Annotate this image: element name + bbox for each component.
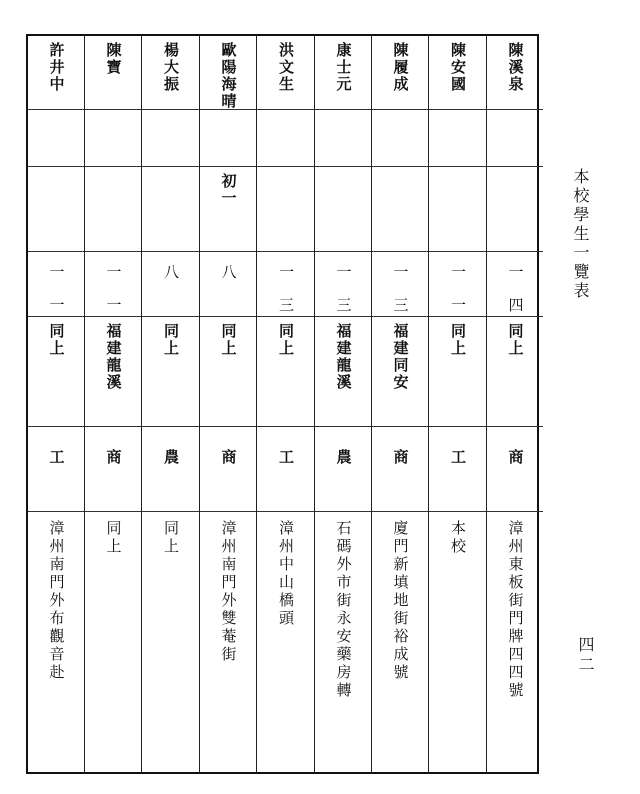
- table-cell-occupation: [257, 426, 314, 511]
- cell-text: 漳州東板街門牌四四號: [506, 520, 525, 700]
- cell-text: 漳州中山橋頭: [277, 520, 295, 628]
- student-column: [256, 36, 314, 772]
- table-cell-name: [85, 36, 141, 109]
- table-cell-col2: [85, 109, 141, 166]
- cell-text: 工: [47, 449, 66, 466]
- table-cell-occupation: [372, 426, 428, 511]
- table-cell-address: [85, 511, 141, 776]
- table-cell-address: [487, 511, 543, 776]
- table-cell-col2: [372, 109, 428, 166]
- table-cell-number: [85, 251, 141, 330]
- table-cell-name: [142, 36, 199, 109]
- cell-text: 工: [277, 449, 295, 466]
- cell-text: 歐陽海晴: [219, 42, 238, 110]
- table-cell-col2: [28, 109, 84, 166]
- table-cell-address: [429, 511, 486, 776]
- student-column: [314, 36, 371, 772]
- cell-text: 農: [334, 449, 353, 466]
- table-cell-name: [315, 36, 371, 109]
- cell-text: 初一: [219, 173, 238, 207]
- table-cell-number: [487, 251, 543, 330]
- table-cell-native-place: [372, 316, 428, 426]
- cell-text: 本校: [449, 520, 467, 556]
- cell-text: 一三: [334, 264, 353, 330]
- table-cell-col3: [257, 166, 314, 251]
- cell-text: 同上: [506, 323, 525, 357]
- table-cell-occupation: [85, 426, 141, 511]
- cell-text: 陳安國: [449, 42, 467, 93]
- table-cell-number: [257, 251, 314, 330]
- student-column: [428, 36, 486, 772]
- table-cell-name: [429, 36, 486, 109]
- table-cell-number: [28, 251, 84, 330]
- table-cell-col2: [315, 109, 371, 166]
- table-cell-number: [429, 251, 486, 330]
- cell-text: 漳州南門外雙菴街: [219, 520, 238, 664]
- table-cell-col3: [200, 166, 256, 251]
- cell-text: 石碼外市街永安藥房轉: [334, 520, 353, 700]
- table-cell-col2: [142, 109, 199, 166]
- table-cell-number: [142, 251, 199, 316]
- cell-text: 同上: [277, 323, 295, 357]
- cell-text: 商: [391, 449, 410, 466]
- table-cell-col3: [487, 166, 543, 251]
- cell-text: 同上: [449, 323, 467, 357]
- cell-text: 福建同安: [391, 323, 410, 391]
- table-cell-occupation: [200, 426, 256, 511]
- cell-text: 洪文生: [277, 42, 295, 93]
- table-cell-occupation: [429, 426, 486, 511]
- student-table: [26, 34, 539, 774]
- table-cell-native-place: [315, 316, 371, 426]
- cell-text: 一三: [391, 264, 410, 330]
- student-column: [199, 36, 256, 772]
- cell-text: 商: [506, 449, 525, 466]
- table-cell-occupation: [28, 426, 84, 511]
- cell-text: 同上: [219, 323, 238, 357]
- table-cell-native-place: [200, 316, 256, 426]
- table-cell-name: [28, 36, 84, 109]
- table-cell-col3: [85, 166, 141, 251]
- table-cell-address: [142, 511, 199, 776]
- cell-text: 商: [104, 449, 123, 466]
- cell-text: 八: [162, 264, 180, 297]
- table-cell-native-place: [142, 316, 199, 426]
- table-cell-col3: [142, 166, 199, 251]
- table-cell-native-place: [487, 316, 543, 426]
- cell-text: 陳溪泉: [506, 42, 525, 93]
- cell-text: 工: [449, 449, 467, 466]
- table-cell-occupation: [142, 426, 199, 511]
- cell-text: 八: [219, 264, 238, 297]
- cell-text: 廈門新填地街裕成號: [391, 520, 410, 682]
- table-cell-native-place: [28, 316, 84, 426]
- cell-text: 福建龍溪: [334, 323, 353, 391]
- table-cell-native-place: [429, 316, 486, 426]
- table-cell-occupation: [487, 426, 543, 511]
- cell-text: 商: [219, 449, 238, 466]
- table-cell-name: [257, 36, 314, 109]
- table-cell-number: [315, 251, 371, 330]
- table-cell-number: [200, 251, 256, 316]
- table-cell-col3: [372, 166, 428, 251]
- cell-text: 同上: [162, 520, 180, 556]
- table-cell-address: [28, 511, 84, 776]
- table-cell-address: [372, 511, 428, 776]
- table-cell-native-place: [257, 316, 314, 426]
- table-cell-native-place: [85, 316, 141, 426]
- cell-text: 許井中: [47, 42, 66, 93]
- cell-text: 福建龍溪: [104, 323, 123, 391]
- cell-text: 一一: [47, 264, 66, 330]
- student-column: [486, 36, 543, 772]
- table-cell-occupation: [315, 426, 371, 511]
- table-cell-col3: [429, 166, 486, 251]
- table-cell-col3: [315, 166, 371, 251]
- table-cell-address: [200, 511, 256, 776]
- page-number: 四二: [576, 636, 595, 676]
- table-cell-col2: [200, 109, 256, 166]
- cell-text: 同上: [104, 520, 123, 556]
- cell-text: 楊大振: [162, 42, 180, 93]
- table-cell-address: [315, 511, 371, 776]
- cell-text: 一四: [506, 264, 525, 330]
- side-title: 本校學生一覽表: [571, 168, 590, 301]
- table-cell-col2: [257, 109, 314, 166]
- table-cell-number: [372, 251, 428, 330]
- student-column: [84, 36, 141, 772]
- cell-text: 同上: [162, 323, 180, 357]
- table-cell-name: [200, 36, 256, 109]
- table-cell-name: [487, 36, 543, 109]
- cell-text: 一一: [449, 264, 467, 330]
- table-cell-col2: [487, 109, 543, 166]
- table-cell-col3: [28, 166, 84, 251]
- table-cell-address: [257, 511, 314, 776]
- cell-text: 陳履成: [391, 42, 410, 93]
- table-cell-name: [372, 36, 428, 109]
- cell-text: 陳寶: [104, 42, 123, 76]
- cell-text: 農: [162, 449, 180, 466]
- cell-text: 同上: [47, 323, 66, 357]
- cell-text: 漳州南門外布觀音赴: [47, 520, 66, 682]
- student-column: [371, 36, 428, 772]
- student-column: [28, 36, 84, 772]
- cell-text: 康士元: [334, 42, 353, 93]
- cell-text: 一一: [104, 264, 123, 330]
- table-cell-col2: [429, 109, 486, 166]
- cell-text: 一三: [277, 264, 295, 330]
- student-column: [141, 36, 199, 772]
